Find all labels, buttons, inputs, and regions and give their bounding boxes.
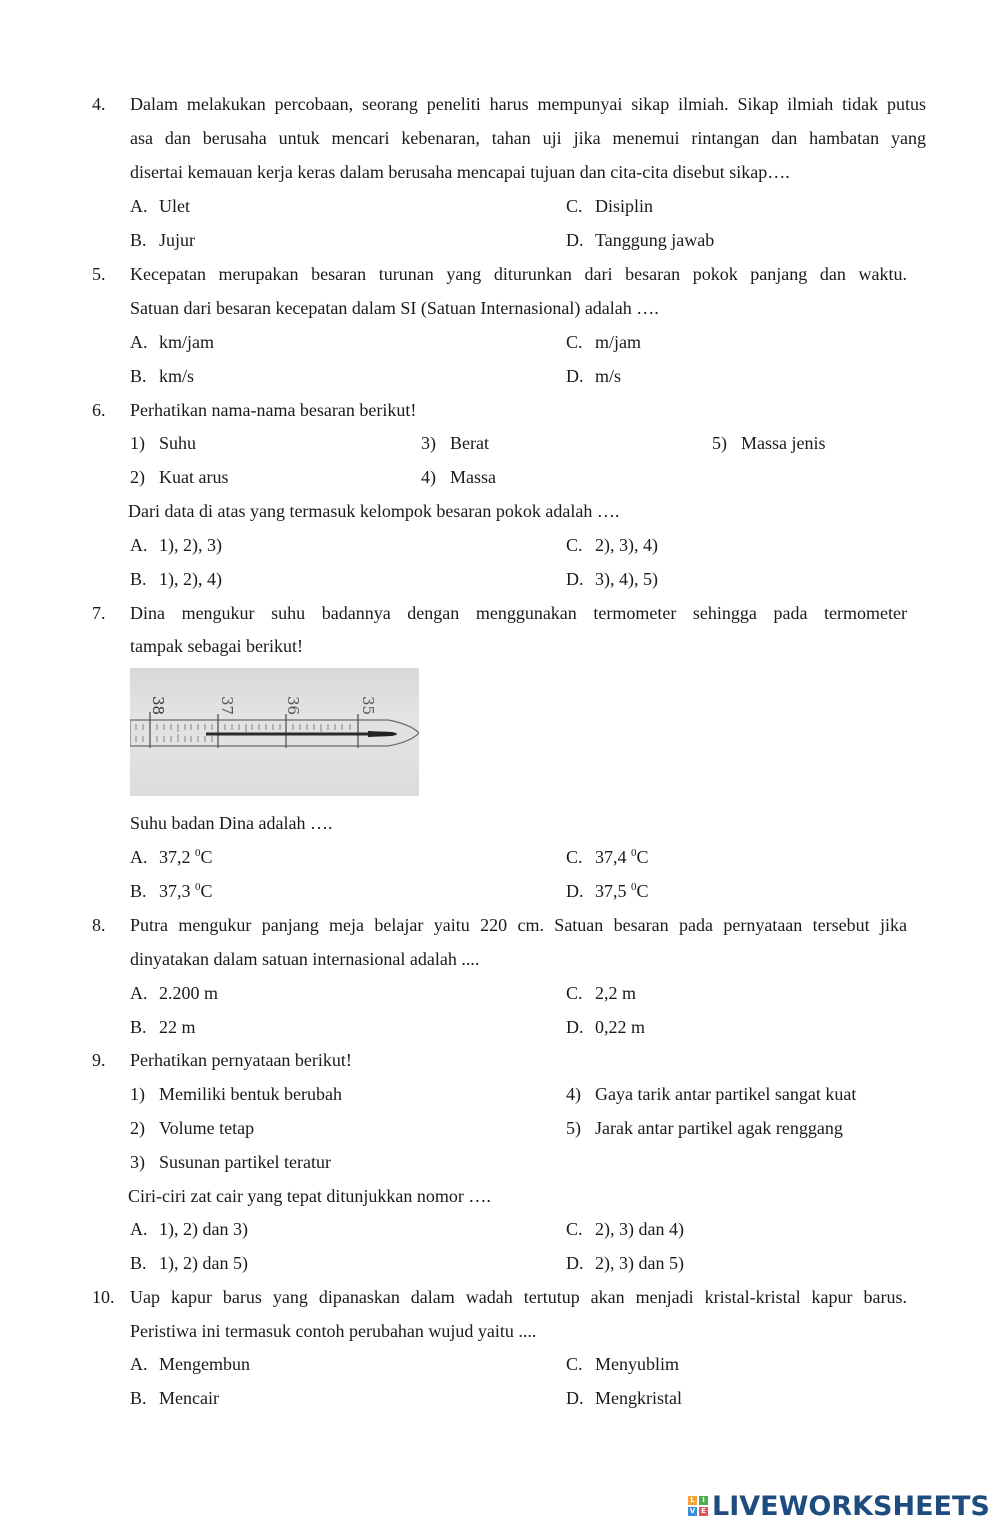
answer-option-a[interactable]: A. 2.200 m <box>130 983 219 1003</box>
question-number: 6. <box>92 400 106 420</box>
list-item: 3) Berat <box>421 433 489 453</box>
thermometer-image <box>130 668 419 796</box>
list-item: 4) Gaya tarik antar partikel sangat kuat <box>566 1084 857 1104</box>
question-text-line: tampak sebagai berikut! <box>130 636 303 656</box>
list-item: 2) Kuat arus <box>130 467 229 487</box>
answer-option-d[interactable]: D. 0,22 m <box>566 1017 646 1037</box>
answer-option-a[interactable]: A. km/jam <box>130 332 214 352</box>
scale-label-35: 35 <box>359 696 377 716</box>
question-number: 10. <box>92 1287 115 1307</box>
list-item: 5) Jarak antar partikel agak renggang <box>566 1118 843 1138</box>
question-number: 7. <box>92 603 106 623</box>
answer-option-b[interactable]: B. 1), 2) dan 5) <box>130 1253 248 1273</box>
answer-option-c[interactable]: C. Disiplin <box>566 196 654 216</box>
question-text-line: dinyatakan dalam satuan internasional adalah .... <box>130 949 480 969</box>
question-text-line: Dina mengukur suhu badannya dengan menggunakan termometer sehingga pada termometer <box>130 603 907 623</box>
answer-option-d[interactable]: D. 3), 4), 5) <box>566 569 658 589</box>
list-item: 2) Volume tetap <box>130 1118 255 1138</box>
answer-option-b[interactable]: B. Jujur <box>130 230 195 250</box>
question-text-line: Dalam melakukan percobaan, seorang peneliti harus mempunyai sikap ilmiah. Sikap ilmiah tidak putus <box>130 94 926 114</box>
answer-option-a[interactable]: A. 1), 2) dan 3) <box>130 1219 248 1239</box>
list-item: 3) Susunan partikel teratur <box>130 1152 331 1172</box>
answer-option-c[interactable]: C. 37,4 $^0$C <box>566 847 649 867</box>
thermometer-drawing <box>130 668 419 796</box>
answer-option-d[interactable]: D. 37,5 $^0$C <box>566 881 649 901</box>
question-prompt: Dari data di atas yang termasuk kelompok besaran pokok adalah …. <box>128 501 620 521</box>
answer-option-c[interactable]: C. 2), 3), 4) <box>566 535 658 555</box>
question-prompt: Suhu badan Dina adalah …. <box>130 813 333 833</box>
liveworksheets-logo[interactable] <box>688 1490 990 1522</box>
liveworksheets-logo-icon: L I V E <box>688 1496 708 1516</box>
liveworksheets-logo-text: LIVEWORKSHEETS <box>712 1490 990 1522</box>
question-text-line: Peristiwa ini termasuk contoh perubahan wujud yaitu .... <box>130 1321 537 1341</box>
answer-option-b[interactable]: B. Mencair <box>130 1388 219 1408</box>
answer-option-b[interactable]: B. 1), 2), 4) <box>130 569 222 589</box>
answer-option-a[interactable]: A. 37,2 $^0$C <box>130 847 213 867</box>
answer-option-b[interactable]: B. km/s <box>130 366 195 386</box>
question-text: Perhatikan nama-nama besaran berikut! <box>130 400 417 420</box>
question-text: Perhatikan pernyataan berikut! <box>130 1050 352 1070</box>
scale-label-38: 38 <box>149 696 167 716</box>
scale-label-37: 37 <box>218 696 236 716</box>
question-text-line: Putra mengukur panjang meja belajar yaitu 220 cm. Satuan besaran pada pernyataan tersebut jika <box>130 915 907 935</box>
answer-option-b[interactable]: B. 37,3 $^0$C <box>130 881 213 901</box>
answer-option-c[interactable]: C. 2), 3) dan 4) <box>566 1219 684 1239</box>
answer-option-c[interactable]: C. 2,2 m <box>566 983 637 1003</box>
list-item: 4) Massa <box>421 467 496 487</box>
question-number: 5. <box>92 264 106 284</box>
answer-option-d[interactable]: D. m/s <box>566 366 622 386</box>
question-text-line: Uap kapur barus yang dipanaskan dalam wadah tertutup akan menjadi kristal-kristal kapur barus. <box>130 1287 907 1307</box>
answer-option-a[interactable]: A. Ulet <box>130 196 190 216</box>
answer-option-d[interactable]: D. Tanggung jawab <box>566 230 715 250</box>
question-prompt: Ciri-ciri zat cair yang tepat ditunjukkan nomor …. <box>128 1186 491 1206</box>
list-item: 1) Suhu <box>130 433 197 453</box>
list-item: 1) Memiliki bentuk berubah <box>130 1084 342 1104</box>
answer-option-c[interactable]: C. Menyublim <box>566 1354 679 1374</box>
list-item: 5) Massa jenis <box>712 433 826 453</box>
answer-option-b[interactable]: B. 22 m <box>130 1017 196 1037</box>
answer-option-a[interactable]: A. Mengembun <box>130 1354 250 1374</box>
question-text-line: Satuan dari besaran kecepatan dalam SI (Satuan Internasional) adalah …. <box>130 298 659 318</box>
question-number: 9. <box>92 1050 106 1070</box>
answer-option-c[interactable]: C. m/jam <box>566 332 641 352</box>
scale-label-36: 36 <box>284 696 302 716</box>
question-text-line: asa dan berusaha untuk mencari kebenaran, tahan uji jika menemui rintangan dan hambatan yang <box>130 128 926 148</box>
answer-option-d[interactable]: D. 2), 3) dan 5) <box>566 1253 684 1273</box>
question-number: 8. <box>92 915 106 935</box>
answer-option-d[interactable]: D. Mengkristal <box>566 1388 682 1408</box>
question-text-line: disertai kemauan kerja keras dalam berusaha mencapai tujuan dan cita-cita disebut sikap…. <box>130 162 790 182</box>
question-number: 4. <box>92 94 106 114</box>
answer-option-a[interactable]: A. 1), 2), 3) <box>130 535 222 555</box>
question-text-line: Kecepatan merupakan besaran turunan yang diturunkan dari besaran pokok panjang dan waktu. <box>130 264 907 284</box>
